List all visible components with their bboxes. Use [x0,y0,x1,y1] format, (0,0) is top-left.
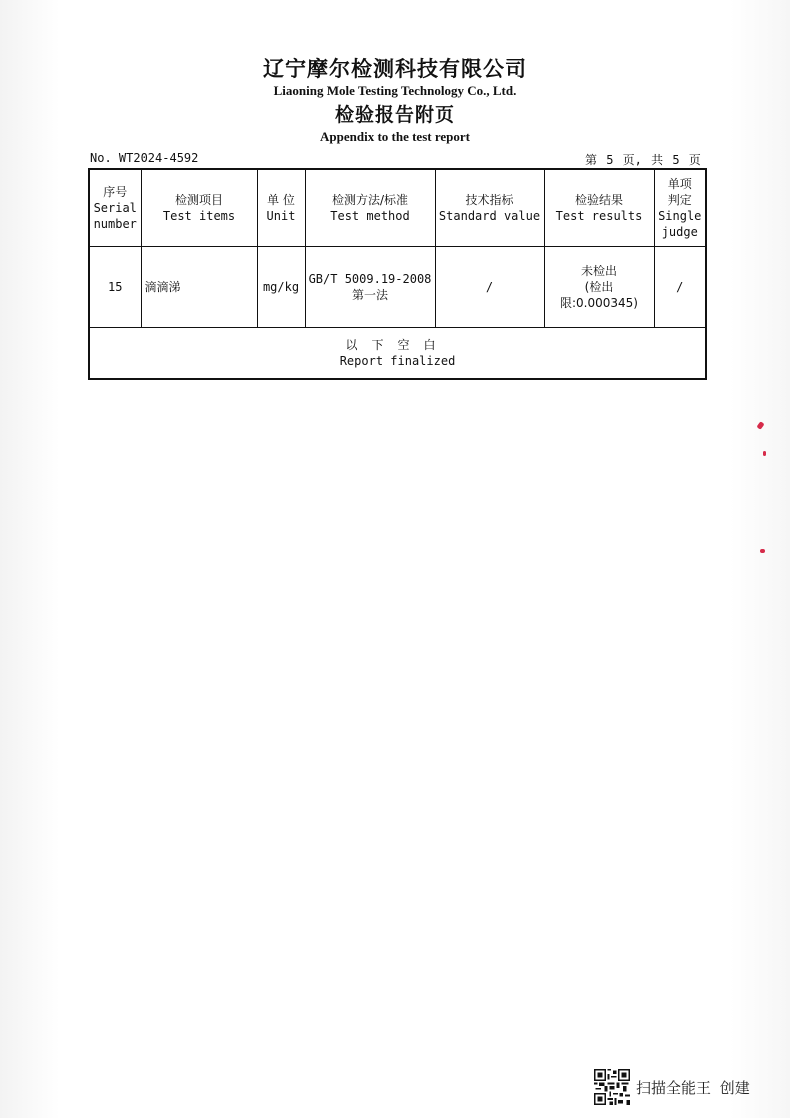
report-title-cn: 检验报告附页 [334,104,455,126]
scanner-watermark [594,1068,750,1106]
table-header-row [89,169,706,247]
cell-test-item: 滴滴涕 [141,247,257,328]
cell-single-judge: / [654,247,706,328]
red-ink-mark [763,451,766,456]
table-row [89,247,706,328]
blank-below-label: 以下空白 [345,338,450,352]
cell-standard-value: / [435,247,544,328]
col-header-test-items: 检测项目 Test items [141,169,257,247]
cell-test-method: GB/T 5009.19-2008 第一法 [305,247,435,328]
col-header-test-results: 检验结果 Test results [544,169,654,247]
company-name-cn: 辽宁摩尔检测科技有限公司 [263,57,527,81]
report-finalized-row [89,328,706,380]
report-finalized-cell [89,328,706,380]
scanner-credit-text: 扫描全能王 创建 [636,1078,750,1097]
report-number: No. WT2024-4592 [90,151,199,165]
col-header-serial: 序号 Serial number [89,169,141,247]
cell-serial: 15 [89,247,141,328]
qr-code-icon [594,1069,630,1105]
col-header-standard-value: 技术指标 Standard value [435,169,544,247]
document-header [0,56,790,145]
page-info: 第 5 页, 共 5 页 [585,153,701,167]
col-header-single-judge: 单项 判定 Single judge [654,169,706,247]
company-name-en: Liaoning Mole Testing Technology Co., Ltd. [273,83,517,98]
report-title-en: Appendix to the test report [320,129,470,144]
col-header-unit: 单 位 Unit [257,169,305,247]
report-finalized-label: Report finalized [339,354,456,368]
cell-unit: mg/kg [257,247,305,328]
results-table [88,168,707,380]
col-header-test-method: 检测方法/标准 Test method [305,169,435,247]
cell-test-result: 未检出 (检出 限:0.000345) [544,247,654,328]
red-ink-mark [760,549,765,553]
